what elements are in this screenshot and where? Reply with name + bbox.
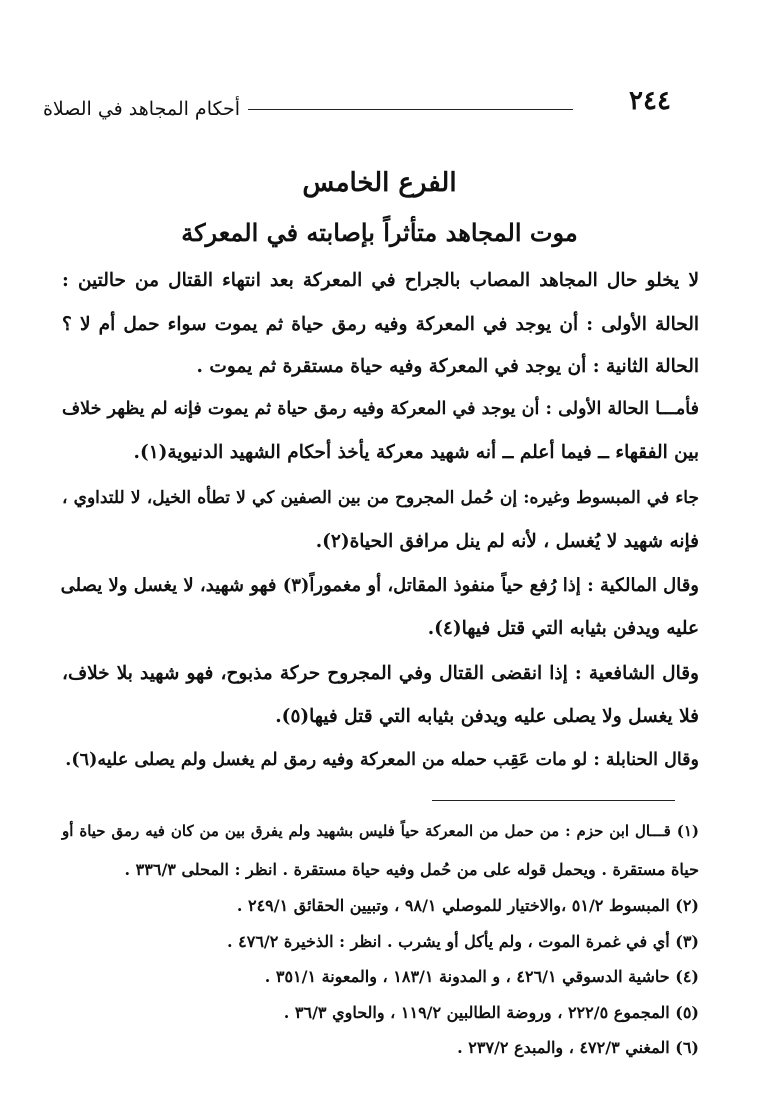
page-number: ٢٤٤ <box>629 86 671 116</box>
body-line: وقال الشافعية : إذا انقضى القتال وفي المجروح حركة مذبوح، فهو شهيد بلا خلاف، <box>62 663 699 684</box>
body-line: الحالة الثانية : أن يوجد في المعركة وفيه حياة مستقرة ثم يموت . <box>196 356 699 377</box>
body-line: بين الفقهاء ــ فيما أعلم ــ أنه شهيد معركة يأخذ أحكام الشهيد الدنيوية(١). <box>133 442 699 463</box>
header-rule <box>248 109 573 110</box>
body-line: فإنه شهيد لا يُغسل ، لأنه لم ينل مرافق الحياة(٢). <box>315 531 699 552</box>
body-line: وقال الحنابلة : لو مات عَقِب حمله من المعركة وفيه رمق لم يغسل ولم يصلى عليه(٦). <box>65 750 699 770</box>
footnote-rule <box>432 800 675 801</box>
footnote-continuation: حياة مستقرة . ويحمل قوله على من حُمل وفيه حياة مستقرة . انظر : المحلى ٣٣٦/٣ . <box>124 860 699 879</box>
footnote: (٦) المغني ٤٧٢/٣ ، والمبدع ٢٣٧/٢ . <box>457 1038 699 1057</box>
body-line: فأمـــا الحالة الأولى : أن يوجد في المعركة وفيه رمق حياة ثم يموت فإنه لم يظهر خلاف <box>62 399 699 419</box>
body-line: جاء في المبسوط وغيره: إن حُمل المجروح من بين الصفين كي لا تطأه الخيل، لا للتداوي ، <box>62 488 699 508</box>
section-subtitle: موت المجاهد متأثراً بإصابته في المعركة <box>181 218 578 247</box>
section-title: الفرع الخامس <box>302 168 457 198</box>
body-line: عليه ويدفن بثيابه التي قتل فيها(٤). <box>427 618 699 639</box>
footnote: (٥) المجموع ٢٢٢/٥ ، وروضة الطالبين ١١٩/٢ ، والحاوي ٣٦/٣ . <box>283 1003 699 1022</box>
footnote: (٢) المبسوط ٥١/٢ ،والاختيار للموصلي ٩٨/١ ، وتبيين الحقائق ٢٤٩/١ . <box>236 896 699 915</box>
footnote: (٣) أي في غمرة الموت ، ولم يأكل أو يشرب . انظر : الذخيرة ٤٧٦/٢ . <box>226 932 699 951</box>
body-line: الحالة الأولى : أن يوجد في المعركة وفيه رمق حياة ثم يموت سواء حمل أم لا ؟ <box>62 314 699 335</box>
body-line: لا يخلو حال المجاهد المصاب بالجراح في المعركة بعد انتهاء القتال من حالتين : <box>62 270 699 291</box>
body-line: وقال المالكية : إذا رُفع حياً منفوذ المقاتل، أو مغموراً(٣) فهو شهيد، لا يغسل ولا يصلى <box>60 575 699 596</box>
body-line: فلا يغسل ولا يصلى عليه ويدفن بثيابه التي قتل فيها(٥). <box>275 706 699 727</box>
footnote: (٤) حاشية الدسوقي ٤٢٦/١ ، و المدونة ١٨٣/١ ، والمعونة ٣٥١/١ . <box>264 967 699 986</box>
footnote: (١) قـــال ابن حزم : من حمل من المعركة حياً فليس بشهيد ولم يفرق بين من كان فيه رمق حياة أو <box>62 822 699 840</box>
running-title: أحكام المجاهد في الصلاة <box>42 98 240 120</box>
